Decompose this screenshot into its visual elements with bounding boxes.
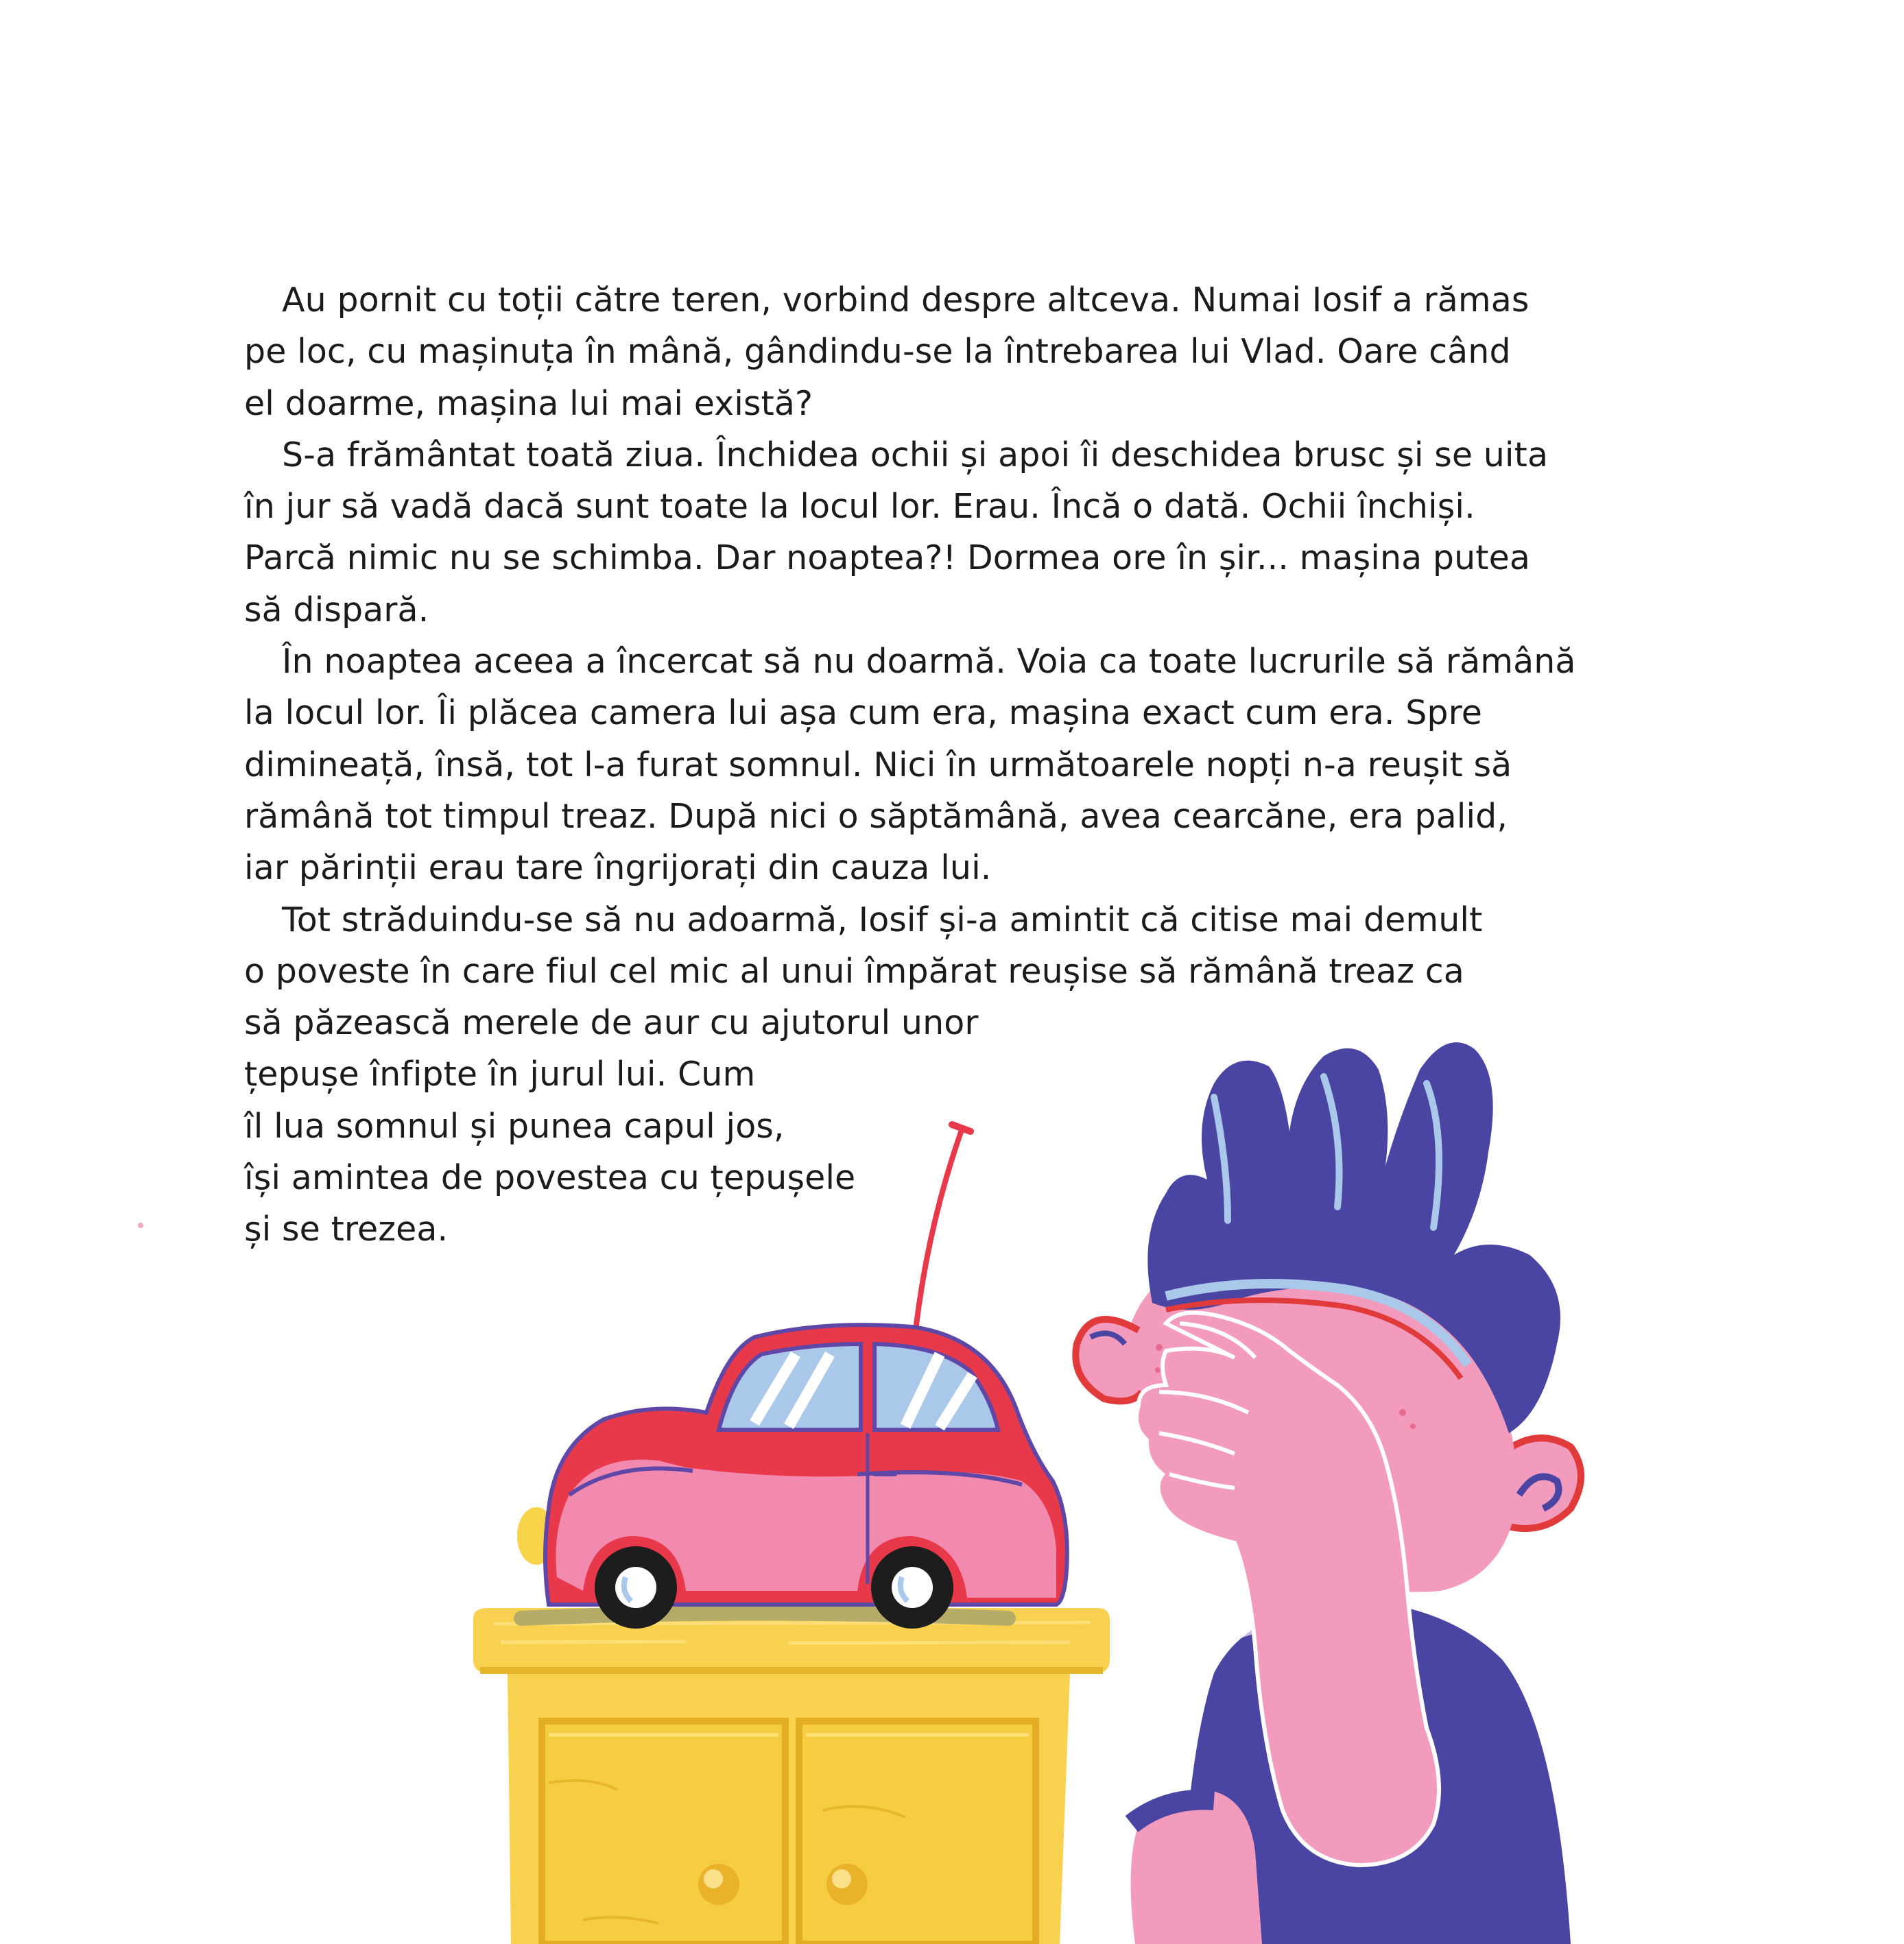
text-line: și se trezea. — [244, 1210, 449, 1249]
text-line: îl lua somnul și punea capul jos, — [244, 1106, 785, 1146]
car-wheel-rear — [595, 1546, 677, 1629]
text-line: țepușe înfipte în jurul lui. Cum — [244, 1055, 756, 1094]
text-line: În noaptea aceea a încercat să nu doarmă. Voia ca toate lucrurile să rămână — [282, 642, 1576, 682]
nightstand — [473, 1608, 1110, 1944]
text-line: dimineață, însă, tot l-a furat somnul. Nici în următoarele nopți n-a reușit să — [244, 745, 1512, 784]
nightstand-left-door — [542, 1721, 785, 1944]
text-line: o poveste în care fiul cel mic al unui împărat reușise să rămână treaz ca — [244, 951, 1464, 991]
text-line: Parcă nimic nu se schimba. Dar noaptea?! Dormea ore în șir... mașina putea — [244, 538, 1530, 578]
decorative-speck — [138, 1223, 143, 1228]
toy-car — [517, 1125, 1067, 1629]
text-line: în jur să vadă dacă sunt toate la locul lor. Erau. Încă o dată. Ochii închiși. — [244, 487, 1475, 527]
text-line: la locul lor. Îi plăcea camera lui așa cum era, mașina exact cum era. Spre — [244, 693, 1483, 733]
text-line: să dispară. — [244, 590, 429, 629]
text-line: iar părinții erau tare îngrijorați din cauza lui. — [244, 848, 992, 888]
car-wheel-front — [871, 1546, 953, 1629]
text-line: Au pornit cu toții către teren, vorbind despre altceva. Numai Iosif a rămas — [282, 280, 1530, 320]
text-line: să păzească merele de aur cu ajutorul unor — [244, 1003, 979, 1043]
text-line: Tot străduindu-se să nu adoarmă, Iosif și-a amintit că citise mai demult — [282, 900, 1483, 939]
text-line: el doarme, mașina lui mai există? — [244, 383, 813, 423]
text-line: S-a frământat toată ziua. Închidea ochii și apoi îi deschidea brusc și se uita — [282, 435, 1549, 475]
text-line: rămână tot timpul treaz. După nici o săptămână, avea cearcăne, era palid, — [244, 796, 1508, 836]
boy — [1075, 1042, 1581, 1944]
text-line: își amintea de povestea cu țepușele — [244, 1158, 856, 1198]
text-line: pe loc, cu mașinuța în mână, gândindu-se la întrebarea lui Vlad. Oare când — [244, 332, 1511, 372]
nightstand-right-door — [799, 1721, 1036, 1944]
